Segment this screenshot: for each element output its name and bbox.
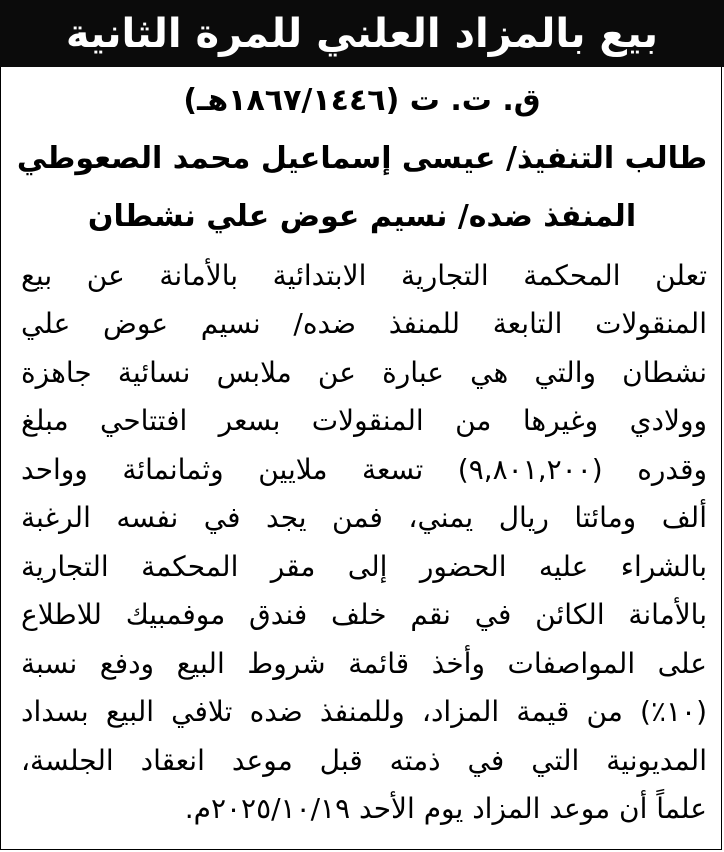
body-line: نشطان والتي هي عبارة عن ملابس نسائية جاهزة bbox=[21, 355, 707, 389]
case-reference: ق. ت. ت (١٨٦٧/١٤٤٦هـ) bbox=[183, 83, 541, 118]
notice-body bbox=[21, 251, 707, 833]
body-line: ألف ومائتا ريال يمني، فمن يجد في نفسه الرغبة bbox=[21, 501, 707, 535]
body-line: علماً أن موعد المزاد يوم الأحد ٢٠٢٥/١٠/١٩م. bbox=[184, 792, 707, 826]
body-line: وولادي وغيرها من المنقولات بسعر افتتاحي مبلغ bbox=[21, 404, 707, 438]
notice-title: بيع بالمزاد العلني للمرة الثانية bbox=[65, 10, 659, 57]
body-line: المنقولات التابعة للمنفذ ضده/ نسيم عوض علي bbox=[21, 307, 707, 341]
body-line: (١٠٪) من قيمة المزاد، وللمنفذ ضده تلافي البيع بسداد bbox=[21, 695, 707, 729]
claimant-line: طالب التنفيذ/ عيسى إسماعيل محمد الصعوطي bbox=[16, 141, 708, 176]
title-banner bbox=[0, 0, 724, 67]
body-line: على المواصفات وأخذ قائمة شروط البيع ودفع نسبة bbox=[21, 646, 707, 680]
body-line: وقدره (٩,٨٠١,٢٠٠) تسعة ملايين وثمانمائة وواحد bbox=[21, 452, 707, 486]
defendant-line: المنفذ ضده/ نسيم عوض علي نشطان bbox=[87, 199, 637, 234]
body-line: بالشراء عليه الحضور إلى مقر المحكمة التجارية bbox=[21, 549, 707, 583]
body-line: المديونية التي في ذمته قبل موعد انعقاد الجلسة، bbox=[21, 743, 707, 777]
body-line: تعلن المحكمة التجارية الابتدائية بالأمانة عن بيع bbox=[21, 258, 707, 292]
body-line: بالأمانة الكائن في نقم خلف فندق موفمبيك للاطلاع bbox=[21, 598, 707, 632]
